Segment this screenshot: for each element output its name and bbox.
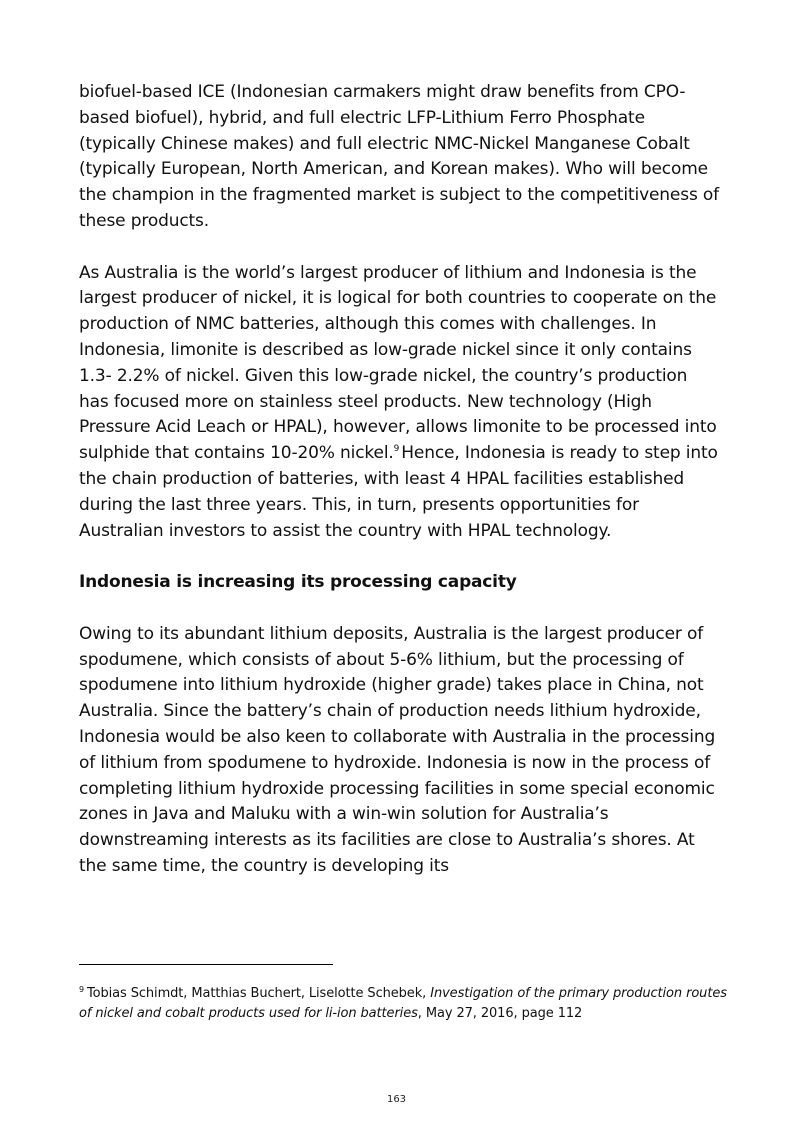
paragraph-text: Hence, Indonesia is ready to step into the chain production of batteries, with least 4 HPAL facilities established during the last three years. This, in turn, presents opportunities for Australian investors to assist the country with HPAL technology. — [79, 443, 718, 541]
paragraph-spodumene-processing: Owing to its abundant lithium deposits, Australia is the largest producer of spodumene, which consists of about 5-6% lithium, but the processing of spodumene into lithium hydroxide (higher grade) takes place in China, not Australia. Since the battery’s chain of production needs lithium hydroxide, Indonesia would be also keen to collaborate with Australia in the processing of lithium from spodumene to hydroxide. Indonesia is now in the process of completing lithium hydroxide processing facilities in some special economic zones in Java and Maluku with a win-win solution for Australia’s downstreaming interests as its facilities are close to Australia’s shores. At the same time, the country is developing its — [79, 623, 716, 876]
paragraph-gap — [79, 596, 719, 622]
footnote — [79, 984, 729, 1024]
paragraph-vehicle-types: biofuel-based ICE (Indonesian carmakers might draw benefits from CPO-based biofuel), hybrid, and full electric LFP-Lithium Ferro Phosphate (typically Chinese makes) and full electric NMC-Nickel Manganese Cobalt (typically European, North American, and Korean makes). Who will become the champion in the fragmented market is subject to the competitiveness of these products. — [79, 82, 719, 231]
page-number: 163 — [386, 1094, 407, 1105]
footnote-separator — [79, 964, 333, 965]
paragraph-gap — [79, 544, 719, 570]
paragraph-australia-indonesia-nmc — [79, 261, 719, 545]
footnote-details: , May 27, 2016, page 112 — [417, 1006, 583, 1021]
page-body — [79, 80, 719, 880]
paragraph-text: As Australia is the world’s largest producer of lithium and Indonesia is the largest producer of nickel, it is logical for both countries to cooperate on the production of NMC batteries, although this comes with challenges. In Indonesia, limonite is described as low-grade nickel since it only contains 1.3- 2.2% of nickel. Given this low-grade nickel, the country’s production has focused more on stainless steel products. New technology (High Pressure Acid Leach or HPAL), however, allows limonite to be processed into sulphide that contains 10-20% nickel. — [79, 262, 717, 464]
footnote-title: Investigation of the primary production routes of nickel and cobalt products used for li-ion batteries — [79, 986, 727, 1021]
footnote-number: 9 — [79, 985, 84, 994]
footnote-authors: Tobias Schimdt, Matthias Buchert, Liselotte Schebek, — [87, 986, 427, 1001]
footnote-reference[interactable]: 9 — [393, 444, 400, 455]
paragraph-gap — [79, 235, 719, 261]
section-heading: Indonesia is increasing its processing capacity — [79, 572, 517, 593]
